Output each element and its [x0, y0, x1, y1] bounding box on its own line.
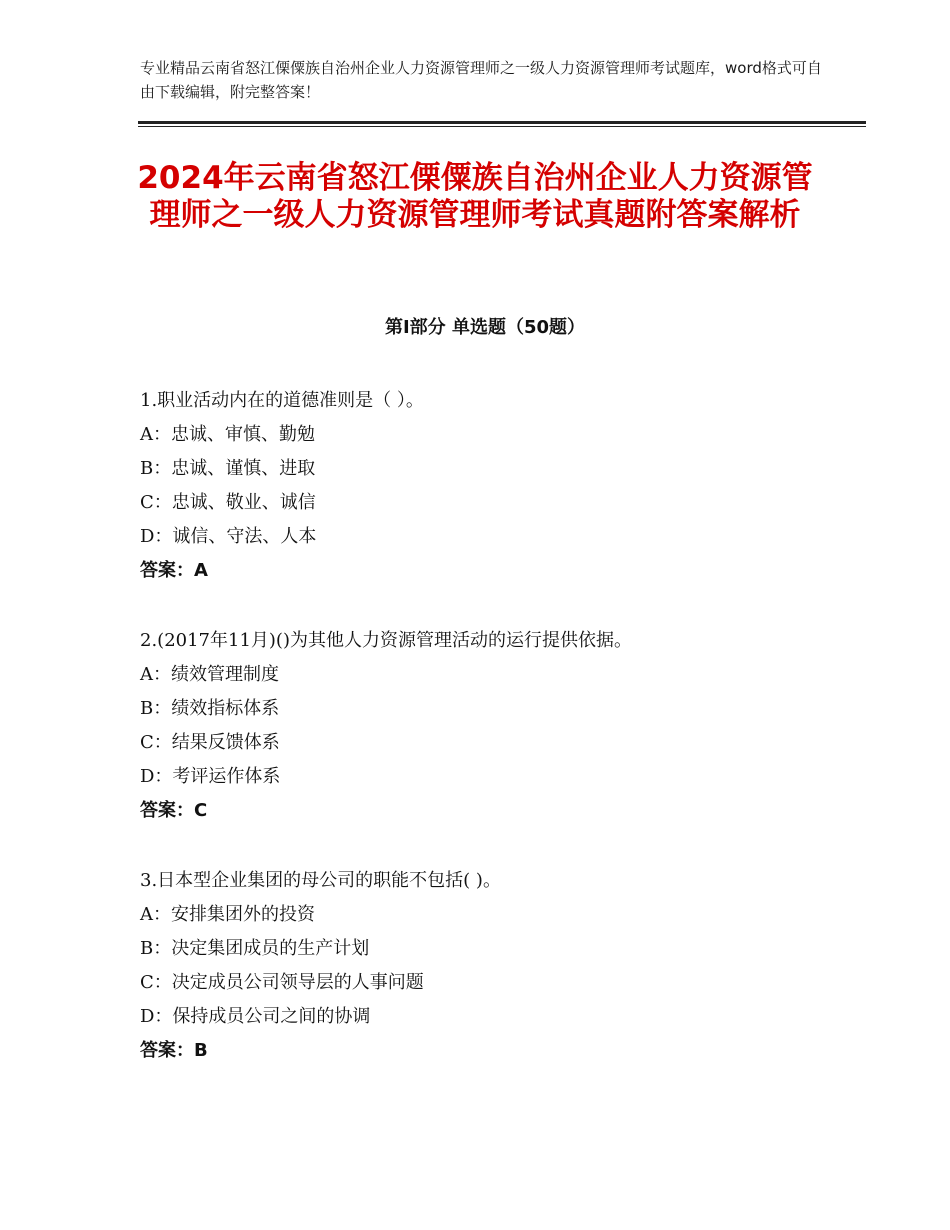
answer: 答案：B [140, 1040, 208, 1061]
answer: 答案：A [140, 560, 208, 581]
question-3 [140, 864, 840, 1068]
answer: 答案：C [140, 800, 208, 821]
option-c: C：决定成员公司领导层的人事问题 [140, 972, 424, 993]
document-title: 2024年云南省怒江傈僳族自治州企业人力资源管理师之一级人力资源管理师考试真题附答案解析 [137, 160, 813, 233]
option-a: A：忠诚、审慎、勤勉 [140, 424, 315, 445]
section-title: 第Ⅰ部分 单选题（50题） [384, 317, 585, 338]
header-divider-thin [138, 126, 866, 127]
option-c: C：忠诚、敬业、诚信 [140, 492, 316, 513]
question-1 [140, 384, 840, 588]
question-stem: 1.职业活动内在的道德准则是（ ）。 [140, 390, 424, 411]
option-d: D：考评运作体系 [140, 766, 281, 787]
option-a: A：绩效管理制度 [140, 664, 279, 685]
question-list [140, 384, 840, 1104]
option-b: B：忠诚、谨慎、进取 [140, 458, 316, 479]
question-stem: 2.(2017年11月)()为其他人力资源管理活动的运行提供依据。 [140, 630, 632, 651]
header-note: 专业精品云南省怒江傈僳族自治州企业人力资源管理师之一级人力资源管理师考试题库，word格式可自由下载编辑，附完整答案！ [140, 59, 822, 101]
option-d: D：诚信、守法、人本 [140, 526, 317, 547]
option-d: D：保持成员公司之间的协调 [140, 1006, 371, 1027]
option-b: B：绩效指标体系 [140, 698, 280, 719]
option-b: B：决定集团成员的生产计划 [140, 938, 370, 959]
question-2 [140, 624, 840, 828]
option-a: A：安排集团外的投资 [140, 904, 315, 925]
option-c: C：结果反馈体系 [140, 732, 280, 753]
question-stem: 3.日本型企业集团的母公司的职能不包括( )。 [140, 870, 501, 891]
header-divider-thick [138, 121, 866, 124]
